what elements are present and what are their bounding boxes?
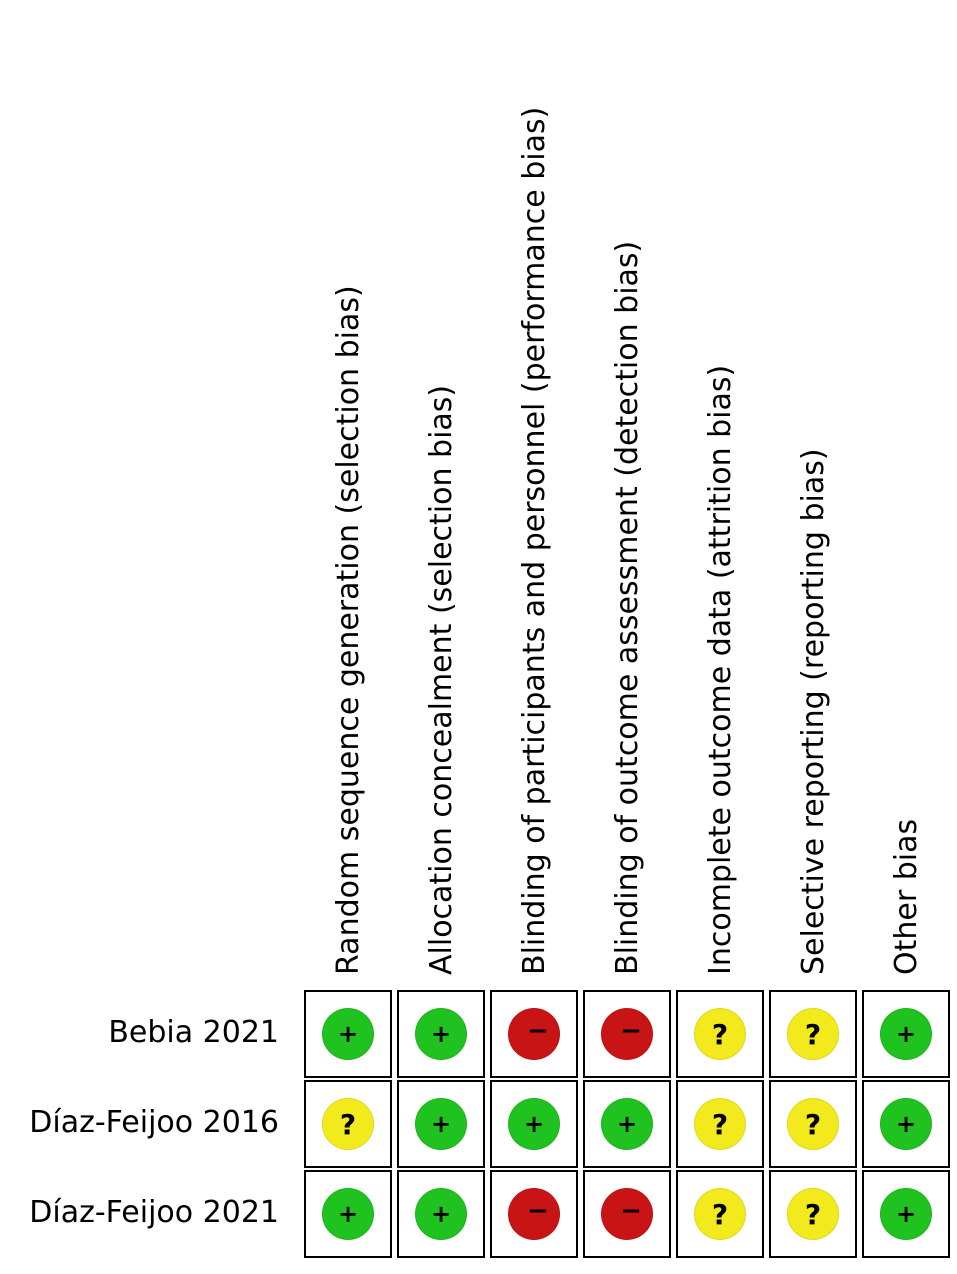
judgement-cell — [769, 1170, 857, 1258]
judgement-cell — [397, 990, 485, 1078]
domain-label: Blinding of participants and personnel (performance bias) — [517, 106, 552, 975]
unclear-risk-icon: ? — [787, 1188, 839, 1240]
unclear-risk-icon: ? — [322, 1098, 374, 1150]
unclear-risk-icon: ? — [694, 1008, 746, 1060]
judgement-cell — [583, 1080, 671, 1168]
low-risk-icon: + — [880, 1098, 932, 1150]
judgement-cell — [304, 1080, 392, 1168]
low-risk-icon: + — [415, 1098, 467, 1150]
domain-label: Selective reporting (reporting bias) — [796, 448, 831, 975]
unclear-risk-icon: ? — [694, 1188, 746, 1240]
low-risk-icon: + — [601, 1098, 653, 1150]
judgement-cell — [676, 1080, 764, 1168]
low-risk-icon: + — [880, 1188, 932, 1240]
judgement-cell — [304, 990, 392, 1078]
judgement-cell — [490, 1170, 578, 1258]
domain-label: Allocation concealment (selection bias) — [424, 384, 459, 975]
domain-label: Incomplete outcome data (attrition bias) — [703, 364, 738, 975]
judgement-cell — [583, 990, 671, 1078]
judgement-cell — [397, 1170, 485, 1258]
low-risk-icon: + — [415, 1188, 467, 1240]
high-risk-icon: − — [601, 1188, 653, 1240]
low-risk-icon: + — [508, 1098, 560, 1150]
low-risk-icon: + — [322, 1008, 374, 1060]
judgement-cell — [490, 1080, 578, 1168]
study-label: Díaz-Feijoo 2016 — [29, 1105, 279, 1140]
judgement-cell — [862, 990, 950, 1078]
low-risk-icon: + — [322, 1188, 374, 1240]
study-label: Bebia 2021 — [108, 1015, 279, 1050]
judgement-cell — [397, 1080, 485, 1168]
domain-label: Blinding of outcome assessment (detection bias) — [610, 240, 645, 975]
low-risk-icon: + — [415, 1008, 467, 1060]
unclear-risk-icon: ? — [787, 1098, 839, 1150]
judgement-cell — [490, 990, 578, 1078]
study-label: Díaz-Feijoo 2021 — [29, 1195, 279, 1230]
high-risk-icon: − — [601, 1008, 653, 1060]
judgement-cell — [676, 1170, 764, 1258]
domain-label: Random sequence generation (selection bias) — [331, 285, 366, 975]
judgement-cell — [769, 1080, 857, 1168]
judgement-cell — [304, 1170, 392, 1258]
judgement-cell — [676, 990, 764, 1078]
judgement-cell — [583, 1170, 671, 1258]
high-risk-icon: − — [508, 1008, 560, 1060]
judgement-cell — [862, 1080, 950, 1168]
judgement-cell — [769, 990, 857, 1078]
domain-label: Other bias — [889, 818, 924, 975]
judgement-cell — [862, 1170, 950, 1258]
unclear-risk-icon: ? — [787, 1008, 839, 1060]
unclear-risk-icon: ? — [694, 1098, 746, 1150]
high-risk-icon: − — [508, 1188, 560, 1240]
low-risk-icon: + — [880, 1008, 932, 1060]
